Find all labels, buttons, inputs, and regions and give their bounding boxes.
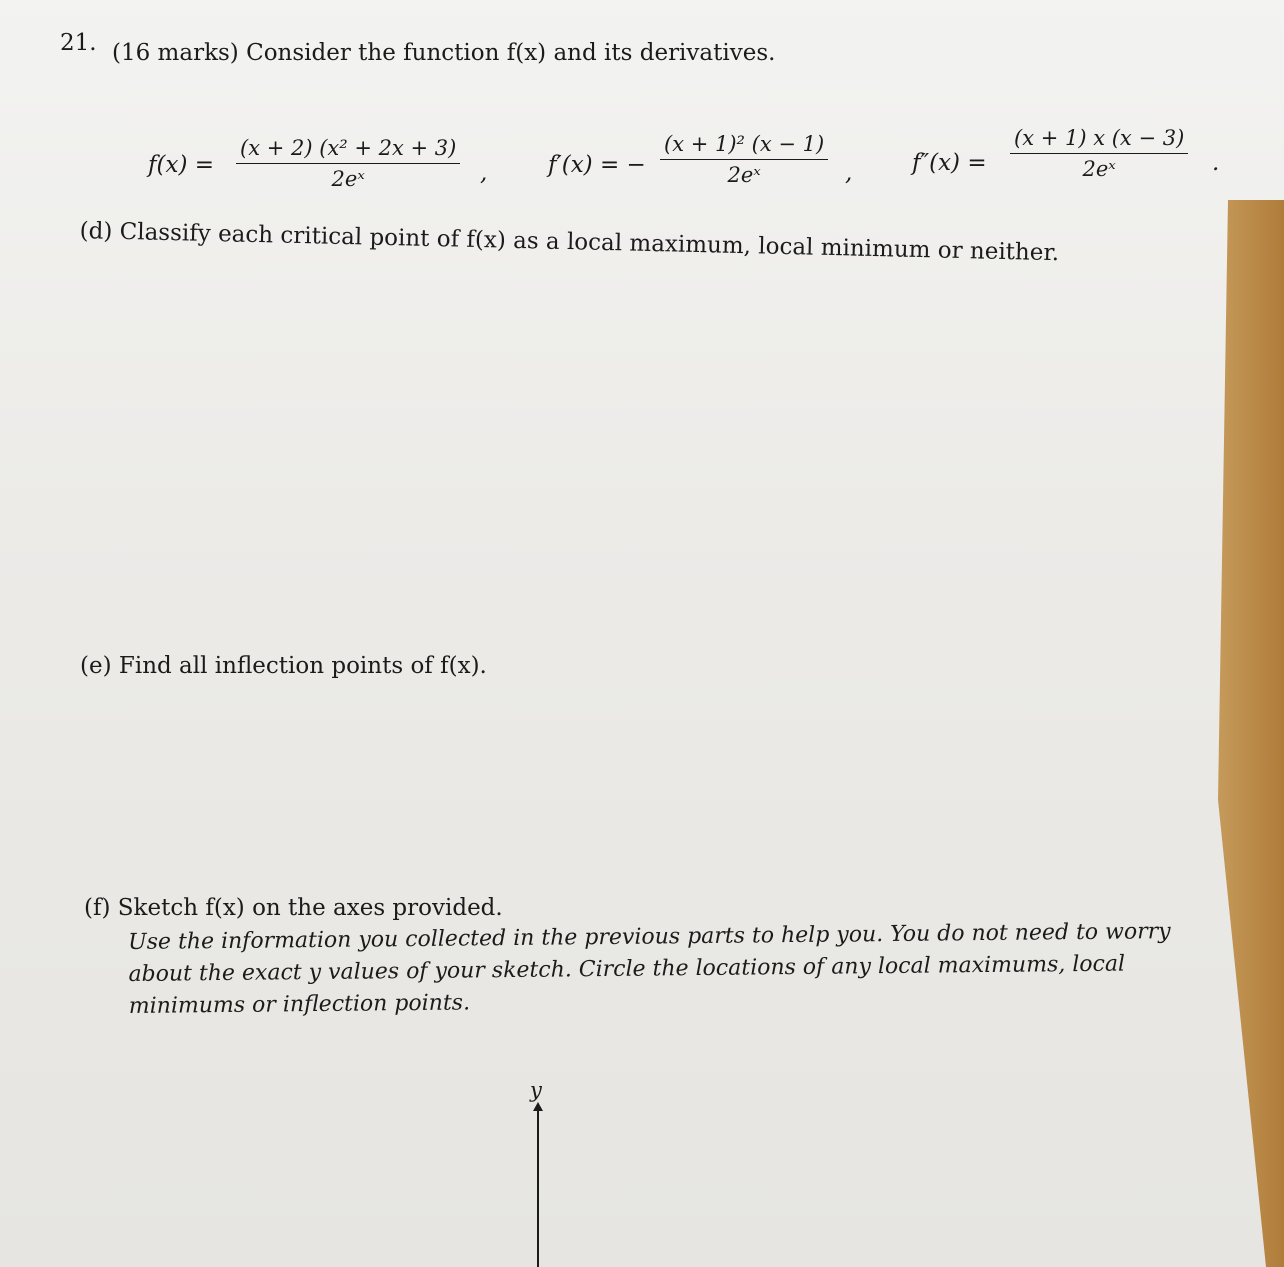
f-comma: , [480,160,488,186]
f-fraction [236,136,460,191]
y-axis [528,1102,548,1267]
part-e-text: Find all inflection points of f(x). [118,653,487,679]
part-f-label: (f) [84,895,111,921]
part-e-label: (e) [80,653,112,679]
question-intro: (16 marks) Consider the function f(x) and its derivatives. [112,40,776,66]
fprime-denominator: 2eˣ [727,163,761,187]
part-f [84,895,503,921]
part-d-text: Classify each critical point of f(x) as a local maximum, local minimum or neither. [119,218,1060,267]
fprime-fraction [660,132,828,187]
fdouble-denominator: 2eˣ [1082,157,1116,181]
part-f-instructions: Use the information you collected in the previous parts to help you. You do not need to worry about the exact y values of your sketch. Circle the locations of any local maximums, local minimums or inflection points. [128,919,1171,1019]
part-d-label: (d) [79,218,113,245]
part-f-text: Sketch f(x) on the axes provided. [117,895,503,921]
y-axis-arrow-icon [533,1102,543,1111]
f-denominator: 2eˣ [331,167,365,191]
question-number: 21. [60,30,97,56]
f-lhs: f(x) = [148,152,215,178]
fdouble-numerator: (x + 1) x (x − 3) [1010,126,1188,154]
f-numerator: (x + 2) (x² + 2x + 3) [236,136,460,164]
fdouble-period: . [1212,150,1220,176]
fprime-lhs: f′(x) = − [548,152,646,178]
part-e [80,653,487,679]
fdouble-lhs: f″(x) = [912,150,987,176]
y-axis-label: y [530,1078,542,1102]
fdouble-fraction [1010,126,1188,181]
fprime-comma: , [845,160,853,186]
fprime-numerator: (x + 1)² (x − 1) [660,132,828,160]
